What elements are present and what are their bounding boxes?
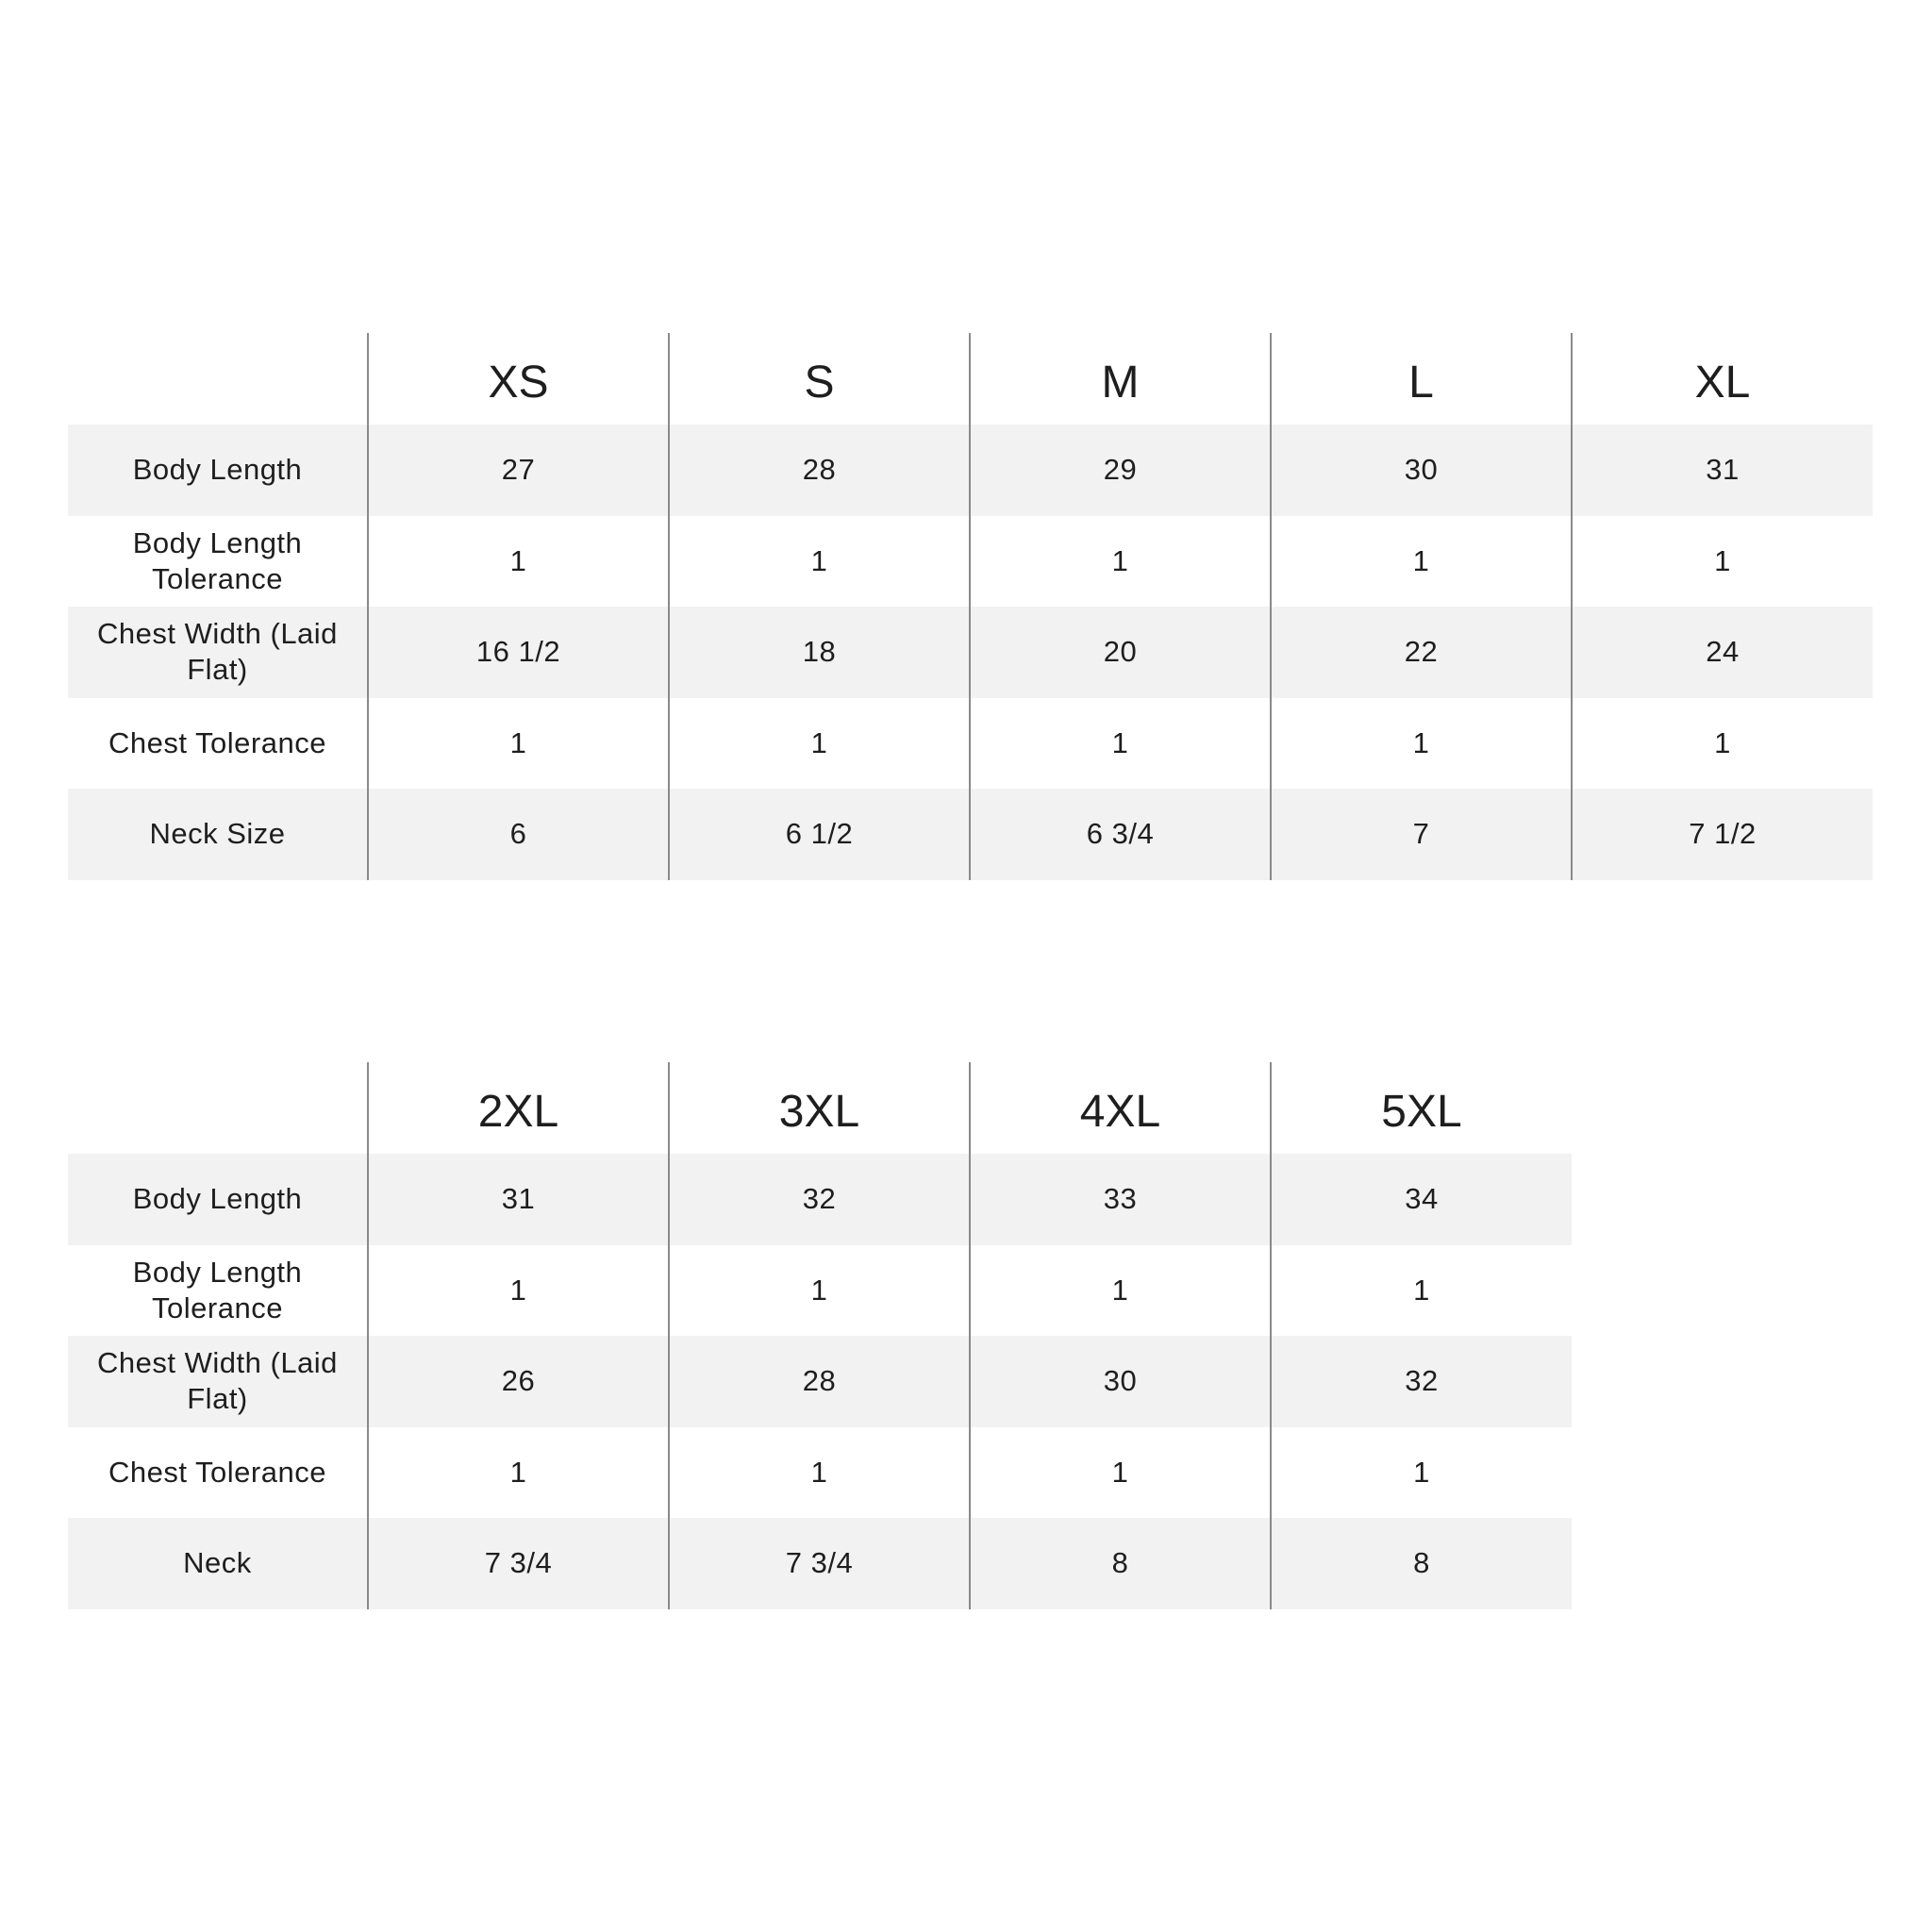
measurement-cell: 8 — [1271, 1518, 1572, 1609]
measurement-cell: 32 — [669, 1154, 970, 1245]
size-header-row — [68, 333, 1873, 425]
measurement-cell: 6 — [368, 789, 669, 880]
measurement-cell: 1 — [669, 698, 970, 790]
row-label: Chest Tolerance — [108, 1455, 326, 1489]
row-label: Neck Size — [68, 789, 368, 880]
measurement-cell: 1 — [970, 516, 1271, 608]
measurement-cell: 1 — [970, 1245, 1271, 1337]
measurement-cell: 32 — [1271, 1336, 1572, 1427]
size-header: XS — [368, 333, 669, 425]
measurement-cell: 1 — [368, 1427, 669, 1519]
measurement-cell: 24 — [1572, 607, 1873, 698]
size-header: 4XL — [970, 1062, 1271, 1154]
row-label: Body Length Tolerance — [132, 1255, 303, 1324]
table-row — [68, 1245, 1572, 1337]
measurement-cell: 6 3/4 — [970, 789, 1271, 880]
measurement-cell: 28 — [669, 425, 970, 516]
size-header: 5XL — [1271, 1062, 1572, 1154]
table-row — [68, 1154, 1572, 1245]
size-header: 3XL — [669, 1062, 970, 1154]
table-row — [68, 1427, 1572, 1519]
measurement-cell: 28 — [669, 1336, 970, 1427]
measurement-cell: 1 — [1271, 1427, 1572, 1519]
measurement-cell: 22 — [1271, 607, 1572, 698]
header-corner-cell — [68, 333, 368, 425]
row-label: Body Length — [68, 425, 368, 516]
measurement-cell: 26 — [368, 1336, 669, 1427]
size-chart-table-xs-xl — [68, 333, 1873, 880]
table-row — [68, 516, 1873, 608]
header-corner-cell — [68, 1062, 368, 1154]
table-row — [68, 1518, 1572, 1609]
measurement-cell: 1 — [669, 516, 970, 608]
measurement-cell: 31 — [1572, 425, 1873, 516]
measurement-cell: 1 — [669, 1427, 970, 1519]
table-row — [68, 698, 1873, 790]
measurement-cell: 7 — [1271, 789, 1572, 880]
table-row — [68, 607, 1873, 698]
size-header: M — [970, 333, 1271, 425]
measurement-cell: 18 — [669, 607, 970, 698]
measurement-cell: 1 — [669, 1245, 970, 1337]
measurement-cell: 7 3/4 — [368, 1518, 669, 1609]
measurement-cell: 20 — [970, 607, 1271, 698]
measurement-cell: 8 — [970, 1518, 1271, 1609]
measurement-cell: 1 — [970, 1427, 1271, 1519]
measurement-cell: 1 — [1271, 698, 1572, 790]
row-label: Neck — [68, 1518, 368, 1609]
table-row — [68, 425, 1873, 516]
size-header: 2XL — [368, 1062, 669, 1154]
measurement-cell: 31 — [368, 1154, 669, 1245]
row-label: Chest Width (Laid Flat) — [68, 1336, 368, 1427]
measurement-cell: 1 — [368, 516, 669, 608]
measurement-cell: 27 — [368, 425, 669, 516]
row-label: Body Length Tolerance — [132, 525, 303, 595]
row-label: Body Length — [68, 1154, 368, 1245]
measurement-cell: 1 — [1271, 516, 1572, 608]
table-row — [68, 789, 1873, 880]
measurement-cell: 1 — [970, 698, 1271, 790]
measurement-cell: 1 — [368, 698, 669, 790]
table-row — [68, 1336, 1572, 1427]
size-header: XL — [1572, 333, 1873, 425]
row-label: Chest Width (Laid Flat) — [68, 607, 368, 698]
measurement-cell: 34 — [1271, 1154, 1572, 1245]
size-header: S — [669, 333, 970, 425]
measurement-cell: 30 — [1271, 425, 1572, 516]
measurement-cell: 1 — [368, 1245, 669, 1337]
row-label: Chest Tolerance — [108, 725, 326, 759]
measurement-cell: 33 — [970, 1154, 1271, 1245]
measurement-cell: 30 — [970, 1336, 1271, 1427]
measurement-cell: 7 1/2 — [1572, 789, 1873, 880]
measurement-cell: 29 — [970, 425, 1271, 516]
measurement-cell: 7 3/4 — [669, 1518, 970, 1609]
measurement-cell: 1 — [1572, 516, 1873, 608]
measurement-cell: 1 — [1271, 1245, 1572, 1337]
measurement-cell: 16 1/2 — [368, 607, 669, 698]
size-header: L — [1271, 333, 1572, 425]
measurement-cell: 1 — [1572, 698, 1873, 790]
measurement-cell: 6 1/2 — [669, 789, 970, 880]
size-header-row — [68, 1062, 1572, 1154]
size-chart-table-2xl-5xl — [68, 1062, 1572, 1609]
